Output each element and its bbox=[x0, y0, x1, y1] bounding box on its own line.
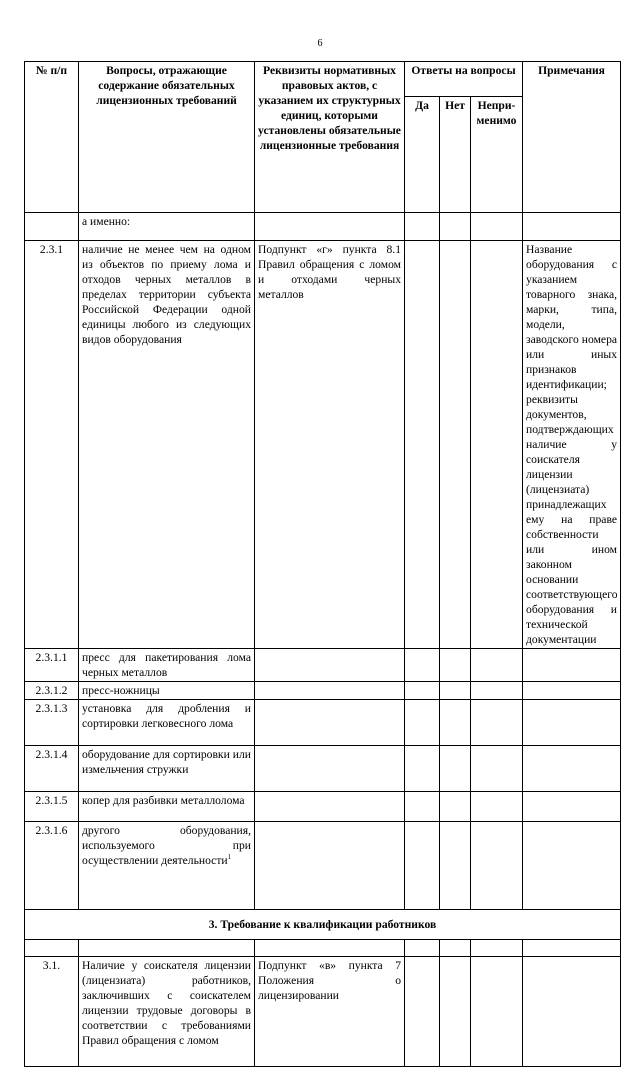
row-note bbox=[523, 682, 621, 700]
row-requisite bbox=[255, 746, 405, 792]
header-no: Нет bbox=[440, 97, 471, 213]
answer-na-cell[interactable] bbox=[471, 241, 523, 649]
answer-no-cell[interactable] bbox=[440, 822, 471, 910]
answer-no-cell[interactable] bbox=[440, 682, 471, 700]
row-question bbox=[79, 822, 255, 910]
table-row bbox=[25, 213, 621, 241]
table-row bbox=[25, 792, 621, 822]
row-number: 3.1. bbox=[25, 957, 79, 1067]
table-row bbox=[25, 746, 621, 792]
answer-na-cell[interactable] bbox=[471, 682, 523, 700]
row-note bbox=[523, 822, 621, 910]
header-num: № п/п bbox=[25, 62, 79, 213]
table-row bbox=[25, 957, 621, 1067]
header-questions: Вопросы, отражающие содержание обязательных лицензионных требований bbox=[79, 62, 255, 213]
answer-na-cell[interactable] bbox=[471, 792, 523, 822]
answer-na-cell[interactable] bbox=[471, 213, 523, 241]
row-note bbox=[523, 957, 621, 1067]
row-note bbox=[523, 746, 621, 792]
row-number: 2.3.1.1 bbox=[25, 649, 79, 682]
answer-yes-cell[interactable] bbox=[405, 241, 440, 649]
row-requisite bbox=[255, 682, 405, 700]
answer-na-cell[interactable] bbox=[471, 957, 523, 1067]
header-na: Непри-менимо bbox=[471, 97, 523, 213]
row-requisite bbox=[255, 700, 405, 746]
answer-yes-cell[interactable] bbox=[405, 957, 440, 1067]
row-number: 2.3.1.4 bbox=[25, 746, 79, 792]
answer-no-cell[interactable] bbox=[440, 792, 471, 822]
answer-na-cell[interactable] bbox=[471, 700, 523, 746]
answer-yes-cell[interactable] bbox=[405, 792, 440, 822]
row-number bbox=[25, 213, 79, 241]
header-requisites: Реквизиты нормативных правовых актов, с указанием их структурных единиц, которыми установлены обязательные лицензионные требования bbox=[255, 62, 405, 213]
table-row bbox=[25, 241, 621, 649]
license-requirements-table bbox=[24, 61, 621, 1067]
header-notes: Примечания bbox=[523, 62, 621, 213]
answer-no-cell[interactable] bbox=[440, 213, 471, 241]
table-row bbox=[25, 822, 621, 910]
answer-yes-cell[interactable] bbox=[405, 822, 440, 910]
answer-yes-cell[interactable] bbox=[405, 213, 440, 241]
header-yes: Да bbox=[405, 97, 440, 213]
row-number: 2.3.1.5 bbox=[25, 792, 79, 822]
row-question: оборудование для сортировки или измельчения стружки bbox=[79, 746, 255, 792]
row-note: Название оборудования с указанием товарного знака, марки, типа, модели, заводского номера или иных признаков идентификации; реквизиты документов, подтверждающих наличие у соискателя лицензии (лицензиата) принадлежащих ему на праве собственности или ином законном основании соответствующего оборудования и технической документации bbox=[523, 241, 621, 649]
row-question: пресс-ножницы bbox=[79, 682, 255, 700]
header-answers: Ответы на вопросы bbox=[405, 62, 523, 97]
row-note bbox=[523, 649, 621, 682]
row-note bbox=[523, 792, 621, 822]
spacer-row bbox=[25, 940, 621, 957]
section-title: 3. Требование к квалификации работников bbox=[25, 910, 621, 940]
answer-na-cell[interactable] bbox=[471, 746, 523, 792]
answer-no-cell[interactable] bbox=[440, 241, 471, 649]
answer-yes-cell[interactable] bbox=[405, 649, 440, 682]
row-question: Наличие у соискателя лицензии (лицензиата) работников, заключивших с соискателем лицензии трудовые договоры в соответствии с требованиями Правил обращения с ломом bbox=[79, 957, 255, 1067]
row-requisite: Подпункт «в» пункта 7 Положения о лицензировании bbox=[255, 957, 405, 1067]
answer-no-cell[interactable] bbox=[440, 746, 471, 792]
row-requisite bbox=[255, 649, 405, 682]
answer-yes-cell[interactable] bbox=[405, 682, 440, 700]
row-question: наличие не менее чем на одном из объектов по приему лома и отходов черных металлов в пределах территории субъекта Российской Федерации одной единицы любого из следующих видов оборудования bbox=[79, 241, 255, 649]
row-requisite bbox=[255, 792, 405, 822]
answer-yes-cell[interactable] bbox=[405, 700, 440, 746]
footnote-marker: 1 bbox=[227, 853, 232, 862]
row-number: 2.3.1.6 bbox=[25, 822, 79, 910]
answer-yes-cell[interactable] bbox=[405, 746, 440, 792]
answer-na-cell[interactable] bbox=[471, 822, 523, 910]
row-question-text: другого оборудования, используемого при осуществлении деятельности bbox=[82, 824, 251, 867]
section-row bbox=[25, 910, 621, 940]
row-note bbox=[523, 213, 621, 241]
answer-no-cell[interactable] bbox=[440, 649, 471, 682]
header-row bbox=[25, 62, 621, 97]
page-number: 6 bbox=[317, 38, 323, 49]
row-question: пресс для пакетирования лома черных металлов bbox=[79, 649, 255, 682]
row-number: 2.3.1.3 bbox=[25, 700, 79, 746]
answer-no-cell[interactable] bbox=[440, 700, 471, 746]
row-requisite bbox=[255, 213, 405, 241]
table-row bbox=[25, 700, 621, 746]
row-number: 2.3.1.2 bbox=[25, 682, 79, 700]
row-note bbox=[523, 700, 621, 746]
row-number: 2.3.1 bbox=[25, 241, 79, 649]
row-question: копер для разбивки металлолома bbox=[79, 792, 255, 822]
row-requisite: Подпункт «г» пункта 8.1 Правил обращения с ломом и отходами черных металлов bbox=[255, 241, 405, 649]
row-requisite bbox=[255, 822, 405, 910]
answer-na-cell[interactable] bbox=[471, 649, 523, 682]
row-question: а именно: bbox=[79, 213, 255, 241]
table-row bbox=[25, 649, 621, 682]
row-question: установка для дробления и сортировки легковесного лома bbox=[79, 700, 255, 746]
table-row bbox=[25, 682, 621, 700]
answer-no-cell[interactable] bbox=[440, 957, 471, 1067]
